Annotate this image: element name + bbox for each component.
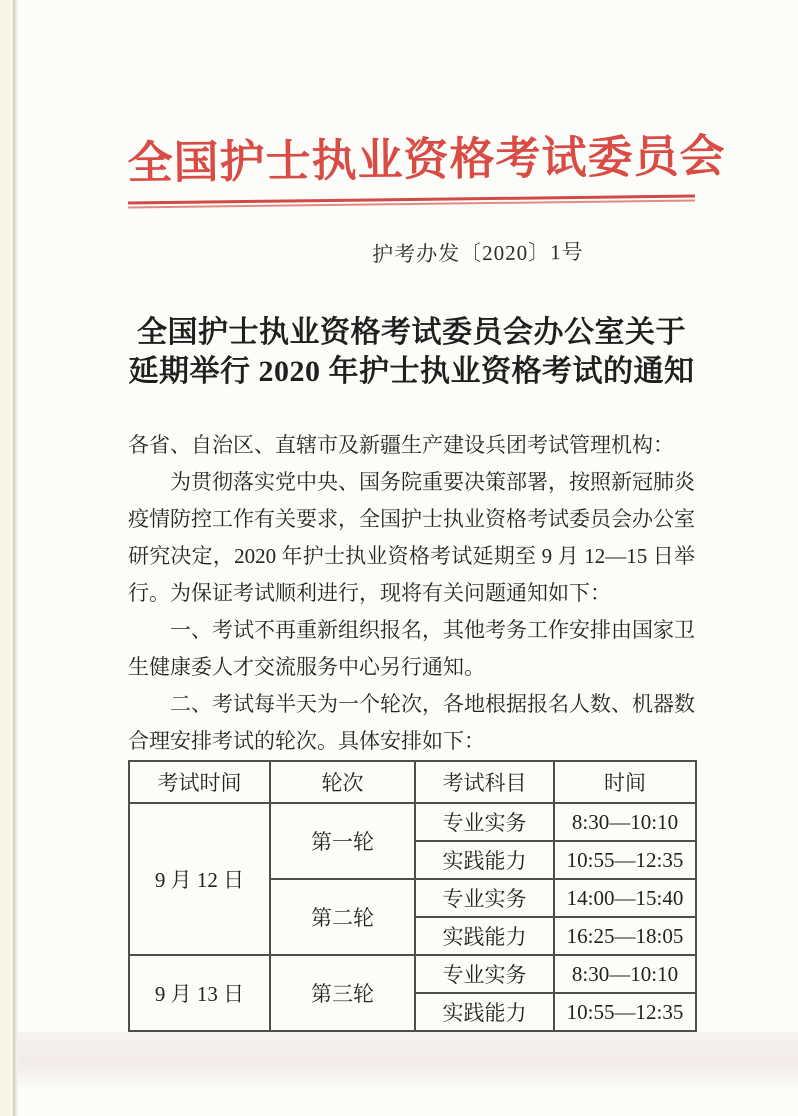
table-header-row [129, 761, 696, 803]
cell-round: 第三轮 [270, 955, 415, 1031]
cell-time: 10:55—12:35 [554, 841, 696, 879]
cell-round: 第一轮 [270, 803, 415, 879]
notice-body [128, 427, 695, 760]
body-line: 行。为保证考试顺利进行，现将有关问题通知如下： [128, 581, 611, 605]
exam-schedule-table [128, 760, 697, 1032]
organization-name: 全国护士执业资格考试委员会 [127, 131, 726, 189]
cell-time: 16:25—18:05 [554, 917, 696, 955]
cell-subject: 专业实务 [415, 879, 554, 917]
header-exam-date: 考试时间 [129, 761, 270, 803]
cell-subject: 实践能力 [415, 841, 554, 879]
body-line: 一、考试不再重新组织报名，其他考务工作安排由国家卫 [170, 618, 695, 642]
cell-subject: 实践能力 [415, 993, 554, 1031]
cell-exam-date: 9 月 12 日 [129, 803, 270, 955]
document-number: 护考办发〔2020〕1号 [372, 239, 584, 267]
cell-exam-date: 9 月 13 日 [129, 955, 270, 1031]
body-line: 生健康委人才交流服务中心另行通知。 [128, 655, 485, 679]
letterhead [127, 127, 726, 271]
body-line-salutation: 各省、自治区、直辖市及新疆生产建设兵团考试管理机构： [128, 433, 674, 457]
table-row [129, 803, 696, 841]
header-exam-subject: 考试科目 [415, 761, 554, 803]
cell-subject: 实践能力 [415, 917, 554, 955]
document-content [0, 130, 798, 1032]
body-line: 疫情防控工作有关要求，全国护士执业资格考试委员会办公室 [128, 507, 695, 531]
body-line: 二、考试每半天为一个轮次，各地根据报名人数、机器数 [170, 692, 695, 716]
body-line: 研究决定，2020 年护士执业资格考试延期至 9 月 12—15 日举 [128, 544, 695, 568]
cell-time: 10:55—12:35 [554, 993, 696, 1031]
body-line: 为贯彻落实党中央、国务院重要决策部署，按照新冠肺炎 [170, 470, 695, 494]
header-time: 时间 [554, 761, 696, 803]
notice-title [128, 313, 695, 391]
cell-time: 8:30—10:10 [554, 803, 696, 841]
body-line: 合理安排考试的轮次。具体安排如下： [128, 729, 485, 753]
masthead-rule [128, 195, 695, 209]
notice-title-line-2: 延期举行 2020 年护士执业资格考试的通知 [128, 355, 695, 388]
table-row [129, 955, 696, 993]
header-round: 轮次 [270, 761, 415, 803]
cell-subject: 专业实务 [415, 955, 554, 993]
cell-subject: 专业实务 [415, 803, 554, 841]
notice-title-line-1: 全国护士执业资格考试委员会办公室关于 [137, 316, 686, 349]
cell-time: 8:30—10:10 [554, 955, 696, 993]
scan-artifact-band [18, 1032, 798, 1086]
cell-time: 14:00—15:40 [554, 879, 696, 917]
cell-round: 第二轮 [270, 879, 415, 955]
